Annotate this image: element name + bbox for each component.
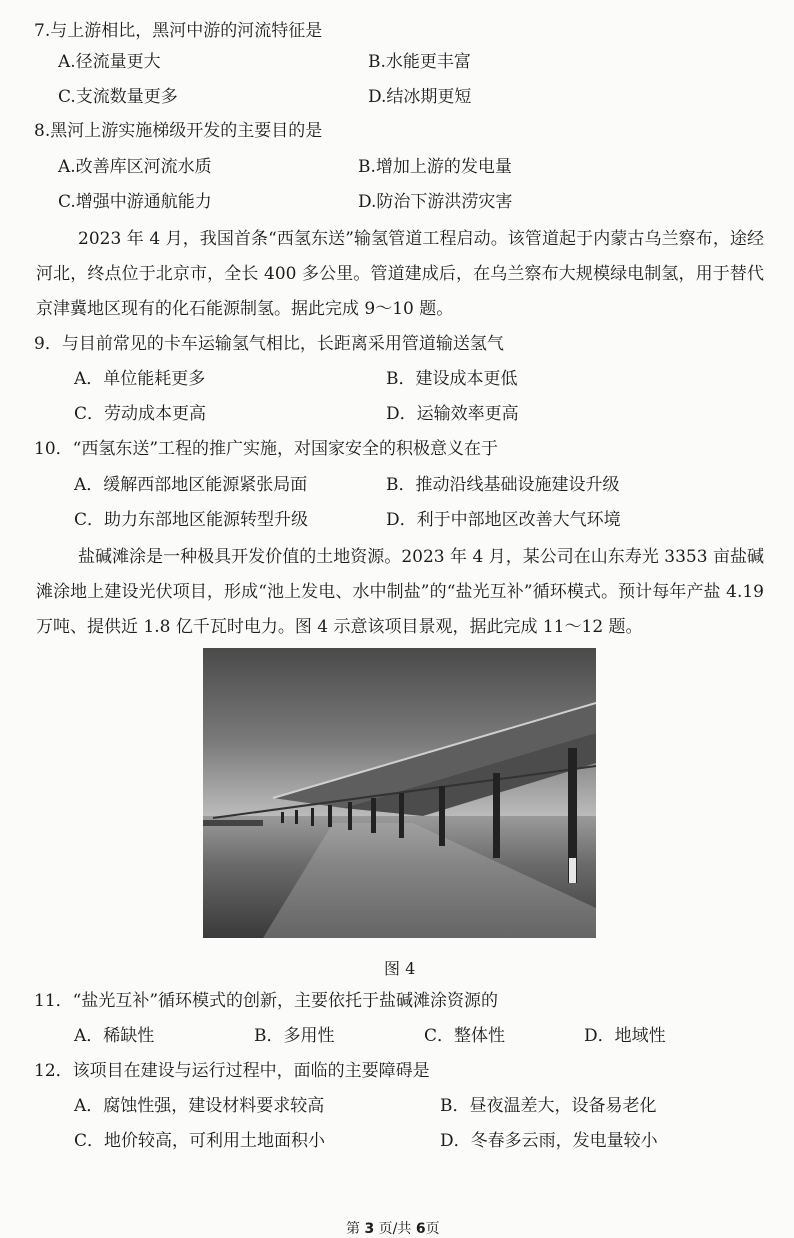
- option-8a: A.改善库区河流水质: [58, 157, 212, 177]
- option-7b: B.水能更丰富: [368, 52, 471, 72]
- passage-hydrogen: 2023 年 4 月，我国首条“西氢东送”输氢管道工程启动。该管道起于内蒙古乌兰察布，途经河北，终点位于北京市，全长 400 多公里。管道建成后，在乌兰察布大规模绿电制氢，用于替代京津冀地区现有的化石能源制氢。据此完成 9～10 题。: [36, 229, 764, 319]
- option-10a: A．缓解西部地区能源紧张局面: [74, 475, 308, 495]
- solar-salt-pond-image: [203, 648, 596, 938]
- figure-4-photo: [203, 648, 596, 938]
- question-12: [34, 1060, 430, 1082]
- option-11a: A．稀缺性: [74, 1026, 155, 1046]
- question-stem: 与目前常见的卡车运输氢气相比，长距离采用管道输送氢气: [61, 334, 504, 354]
- footer-suffix: 页: [425, 1221, 440, 1237]
- question-stem: 黑河上游实施梯级开发的主要目的是: [50, 121, 323, 141]
- question-stem: 与上游相比，黑河中游的河流特征是: [50, 21, 323, 41]
- question-8: [34, 120, 322, 142]
- question-stem: “盐光互补”循环模式的创新，主要依托于盐碱滩涂资源的: [72, 991, 499, 1011]
- option-10c: C．助力东部地区能源转型升级: [74, 510, 309, 530]
- option-11c: C．整体性: [424, 1026, 506, 1046]
- page-number: 3: [364, 1221, 375, 1237]
- option-8d: D.防治下游洪涝灾害: [358, 192, 513, 212]
- total-pages: 6: [415, 1221, 426, 1237]
- question-number: 12．: [34, 1061, 73, 1081]
- question-stem: 该项目在建设与运行过程中，面临的主要障碍是: [72, 1061, 430, 1081]
- question-number: 10．: [34, 439, 73, 459]
- option-10b: B．推动沿线基础设施建设升级: [386, 475, 620, 495]
- option-10d: D．利于中部地区改善大气环境: [386, 510, 621, 530]
- passage-saline: 盐碱滩涂是一种极具开发价值的土地资源。2023 年 4 月，某公司在山东寿光 3353 亩盐碱滩涂地上建设光伏项目，形成“池上发电、水中制盐”的“盐光互补”循环模式。预计每年产盐 4.19 万吨、提供近 1.8 亿千瓦时电力。图 4 示意该项目景观，据此完成 11～12 题。: [36, 547, 764, 637]
- question-number: 8.: [34, 121, 51, 141]
- option-8b: B.增加上游的发电量: [358, 157, 512, 177]
- option-12a: A．腐蚀性强，建设材料要求较高: [74, 1096, 325, 1116]
- question-10: [34, 438, 498, 460]
- question-7: [34, 20, 322, 42]
- question-9: [34, 333, 504, 355]
- footer-middle: 页/共: [378, 1221, 412, 1237]
- question-stem: “西氢东送”工程的推广实施，对国家安全的积极意义在于: [72, 439, 499, 459]
- option-7c: C.支流数量更多: [58, 87, 178, 107]
- question-number: 7.: [34, 21, 51, 41]
- option-9c: C．劳动成本更高: [74, 404, 207, 424]
- option-11b: B．多用性: [254, 1026, 335, 1046]
- option-8c: C.增强中游通航能力: [58, 192, 212, 212]
- question-number: 11．: [34, 991, 73, 1011]
- footer-prefix: 第: [346, 1221, 360, 1237]
- option-7d: D.结冰期更短: [368, 87, 472, 107]
- figure-caption: 图 4: [384, 959, 416, 978]
- option-9a: A．单位能耗更多: [74, 369, 206, 389]
- option-11d: D．地域性: [584, 1026, 666, 1046]
- option-12d: D．冬春多云雨，发电量较小: [440, 1131, 658, 1151]
- page-footer: [346, 1218, 440, 1238]
- option-9b: B．建设成本更低: [386, 369, 518, 389]
- option-12b: B．昼夜温差大，设备易老化: [440, 1096, 657, 1116]
- option-12c: C．地价较高，可利用土地面积小: [74, 1131, 326, 1151]
- question-number: 9．: [34, 334, 62, 354]
- question-11: [34, 990, 498, 1012]
- option-9d: D．运输效率更高: [386, 404, 519, 424]
- option-7a: A.径流量更大: [58, 52, 161, 72]
